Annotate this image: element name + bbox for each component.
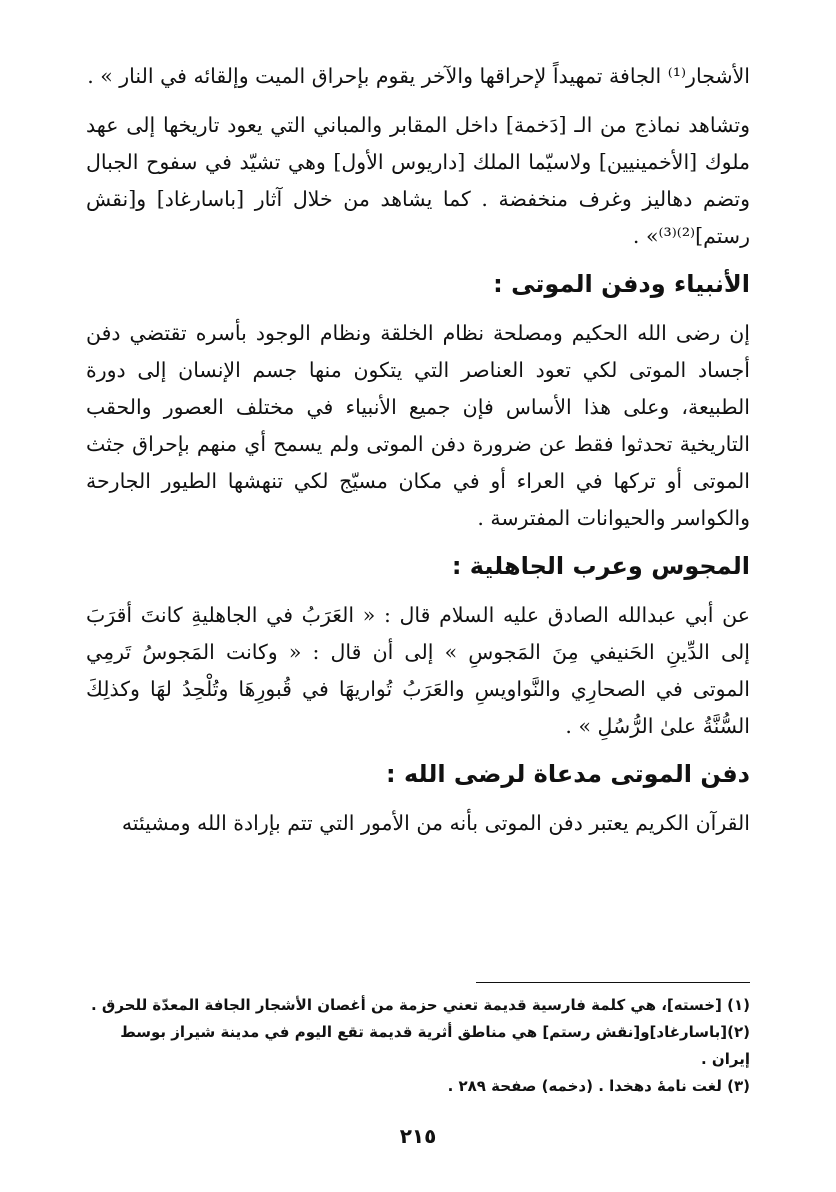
paragraph-1: الأشجار⁽¹⁾ الجافة تمهيداً لإحراقها والآخر يقوم بإحراق الميت وإلقائه في النار » . [87, 64, 750, 88]
footnote-divider [476, 982, 750, 983]
paragraph-3: إن رضى الله الحكيم ومصلحة نظام الخلقة ونظام الوجود بأسره تقتضي دفن أجساد الموتى لكي تعود العناصر التي يتكون منها جسم الإنسان إلى دورة الطبيعة، وعلى هذا الأساس فإن جميع الأنبياء في مختلف العصور والحقب التاريخية تحدثوا فقط عن ضرورة دفن الموتى ولم يسمح أي منهم بإحراق جثث الموتى أو تركها في العراء أو في مكان مسيّج لكي تنهشها الطيور الجارحة والكواسر والحيوانات المفترسة . [86, 321, 750, 530]
footnotes [86, 992, 750, 1100]
heading-burial-pleasing-god: دفن الموتى مدعاة لرضى الله : [386, 760, 750, 788]
paragraph-4: عن أبي عبدالله الصادق عليه السلام قال : « العَرَبُ في الجاهليةِ كانتَ أقرَبَ إلى الدِّينِ الحَنيفي مِنَ المَجوسِ » إلى أن قال : « وكانت المَجوسُ تَرمِي الموتى في الصحارِي والنَّواويسِ والعَرَبُ تُواريهَا في قُبورِهَا وتُلْحِدُ لهَا وكذلِكَ السُّنَّةُ علىٰ الرُّسُلِ » . [86, 603, 750, 738]
paragraph-5: القرآن الكريم يعتبر دفن الموتى بأنه من الأمور التي تتم بإرادة الله ومشيئته [121, 811, 750, 835]
page-number: ٢١٥ [399, 1124, 437, 1148]
paragraph-2: وتشاهد نماذج من الـ [دَخمة] داخل المقابر والمباني التي يعود تاريخها إلى عهد ملوك [الأخمينيين] ولاسيّما الملك [داريوس الأول] وهي تشيّد في سفوح الجبال وتضم دهاليز وغرف منخفضة . كما يشاهد من خلال آثار [باسارغاد] و[نقش رستم]⁽²⁾⁽³⁾» . [86, 113, 750, 248]
footnote-2: (٢)[باسارغاد]و[نقش رستم] هي مناطق أثرية قديمة تقع اليوم في مدينة شيراز بوسط إيران . [120, 1023, 750, 1068]
page-body [86, 58, 750, 854]
footnote-3: (٣) لغت نامهٔ دهخدا . (دخمه) صفحة ٢٨٩ . [447, 1077, 750, 1095]
heading-prophets-burial: الأنبياء ودفن الموتى : [493, 270, 750, 298]
heading-magi-arabs: المجوس وعرب الجاهلية : [451, 552, 750, 580]
footnote-1: (١) [خسته]، هي كلمة فارسية قديمة تعني حزمة من أغصان الأشجار الجافة المعدّة للحرق . [90, 996, 750, 1014]
